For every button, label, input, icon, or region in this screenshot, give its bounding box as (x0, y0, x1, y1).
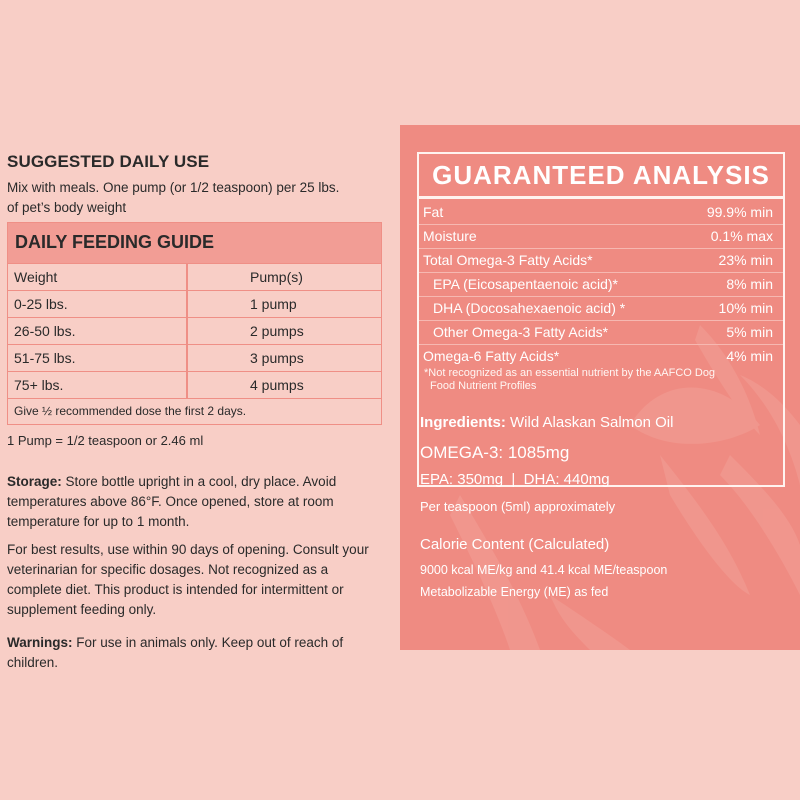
table-row (8, 371, 381, 397)
guaranteed-analysis-title: GUARANTEED ANALYSIS (432, 160, 770, 190)
best-results-line: complete diet. This product is intended for intermittent or (7, 582, 344, 597)
analysis-name: Total Omega-3 Fatty Acids* (423, 252, 593, 268)
storage-line (7, 472, 392, 492)
footnote-line: Food Nutrient Profiles (430, 380, 537, 392)
analysis-name: Other Omega-3 Fatty Acids* (433, 324, 609, 340)
analysis-row (419, 201, 783, 225)
calorie-line: 9000 kcal ME/kg and 41.4 kcal ME/teaspoon (420, 563, 668, 577)
storage-label: Storage: (7, 474, 62, 489)
analysis-row (419, 273, 783, 297)
calorie-title: Calorie Content (Calculated) (420, 536, 610, 553)
feeding-guide-table (7, 222, 382, 425)
nutrition-panel (400, 125, 800, 650)
analysis-value: 10% min (718, 300, 773, 316)
feeding-guide-note-text: Give ½ recommended dose the first 2 days. (14, 404, 247, 418)
analysis-footnote (424, 367, 774, 393)
pumps-cell: 4 pumps (250, 377, 304, 393)
epa-dha-amounts: EPA: 350mg | DHA: 440mg (420, 471, 610, 488)
storage-line: temperature for up to 1 month. (7, 514, 190, 529)
analysis-row (419, 297, 783, 321)
weight-cell: 75+ lbs. (14, 377, 64, 393)
weight-cell: 26-50 lbs. (14, 323, 76, 339)
analysis-name: Moisture (423, 228, 477, 244)
guaranteed-analysis-box (417, 152, 785, 487)
analysis-value: 99.9% min (706, 204, 773, 220)
warnings-label: Warnings: (7, 635, 73, 650)
analysis-value: 23% min (718, 252, 773, 268)
analysis-name: DHA (Docosahexaenoic acid) * (433, 300, 626, 316)
suggested-use-line: of pet’s body weight (7, 200, 127, 215)
suggested-use-line: Mix with meals. One pump (or 1/2 teaspoon) per 25 lbs. (7, 180, 340, 195)
analysis-row (419, 345, 783, 369)
analysis-row (419, 249, 783, 273)
title-divider (419, 196, 783, 199)
best-results-line: veterinarian for specific dosages. Not recognized as a (7, 562, 329, 577)
storage-line: temperatures above 86°F. Once opened, store at room (7, 494, 334, 509)
analysis-row (419, 225, 783, 249)
analysis-name: Omega-6 Fatty Acids* (423, 348, 560, 364)
pumps-cell: 2 pumps (250, 323, 304, 339)
analysis-name: EPA (Eicosapentaenoic acid)* (433, 276, 618, 292)
weight-cell: 0-25 lbs. (14, 296, 68, 312)
feeding-guide-title: DAILY FEEDING GUIDE (15, 232, 215, 252)
footnote-line: *Not recognized as an essential nutrient by the AAFCO Dog (424, 367, 716, 379)
calorie-line: Metabolizable Energy (ME) as fed (420, 585, 609, 599)
analysis-value: 4% min (726, 348, 773, 364)
analysis-value: 5% min (726, 324, 773, 340)
best-results-line: For best results, use within 90 days of opening. Consult your (7, 542, 369, 557)
feeding-guide-header (8, 223, 381, 263)
ingredients-label: Ingredients: (420, 414, 506, 431)
ingredients-value: Wild Alaskan Salmon Oil (510, 414, 674, 431)
warnings-text: For use in animals only. Keep out of reach of (76, 635, 344, 650)
best-results-paragraph (7, 540, 392, 620)
per-teaspoon-note: Per teaspoon (5ml) approximately (420, 499, 616, 514)
ingredients-line (420, 414, 673, 431)
analysis-value: 8% min (726, 276, 773, 292)
feeding-guide-note (8, 398, 381, 424)
pump-equivalence: 1 Pump = 1/2 teaspoon or 2.46 ml (7, 433, 204, 448)
storage-text: Store bottle upright in a cool, dry place. Avoid (65, 474, 337, 489)
warnings-line (7, 633, 392, 653)
table-row (8, 317, 381, 343)
analysis-value: 0.1% max (710, 228, 773, 244)
suggested-use-title: SUGGESTED DAILY USE (7, 152, 210, 171)
table-row (8, 290, 381, 316)
analysis-name: Fat (423, 204, 444, 220)
pumps-cell: 1 pump (250, 296, 297, 312)
pumps-cell: 3 pumps (250, 350, 304, 366)
omega3-total: OMEGA-3: 1085mg (420, 443, 570, 462)
storage-paragraph (7, 472, 392, 532)
table-row (8, 344, 381, 370)
warnings-line: children. (7, 655, 59, 670)
weight-header: Weight (14, 269, 58, 285)
table-header-row (8, 263, 381, 289)
warnings-paragraph (7, 633, 392, 673)
analysis-row (419, 321, 783, 345)
suggested-use-text (7, 178, 392, 218)
weight-cell: 51-75 lbs. (14, 350, 76, 366)
pumps-header: Pump(s) (250, 269, 303, 285)
best-results-line: supplement feeding only. (7, 602, 157, 617)
